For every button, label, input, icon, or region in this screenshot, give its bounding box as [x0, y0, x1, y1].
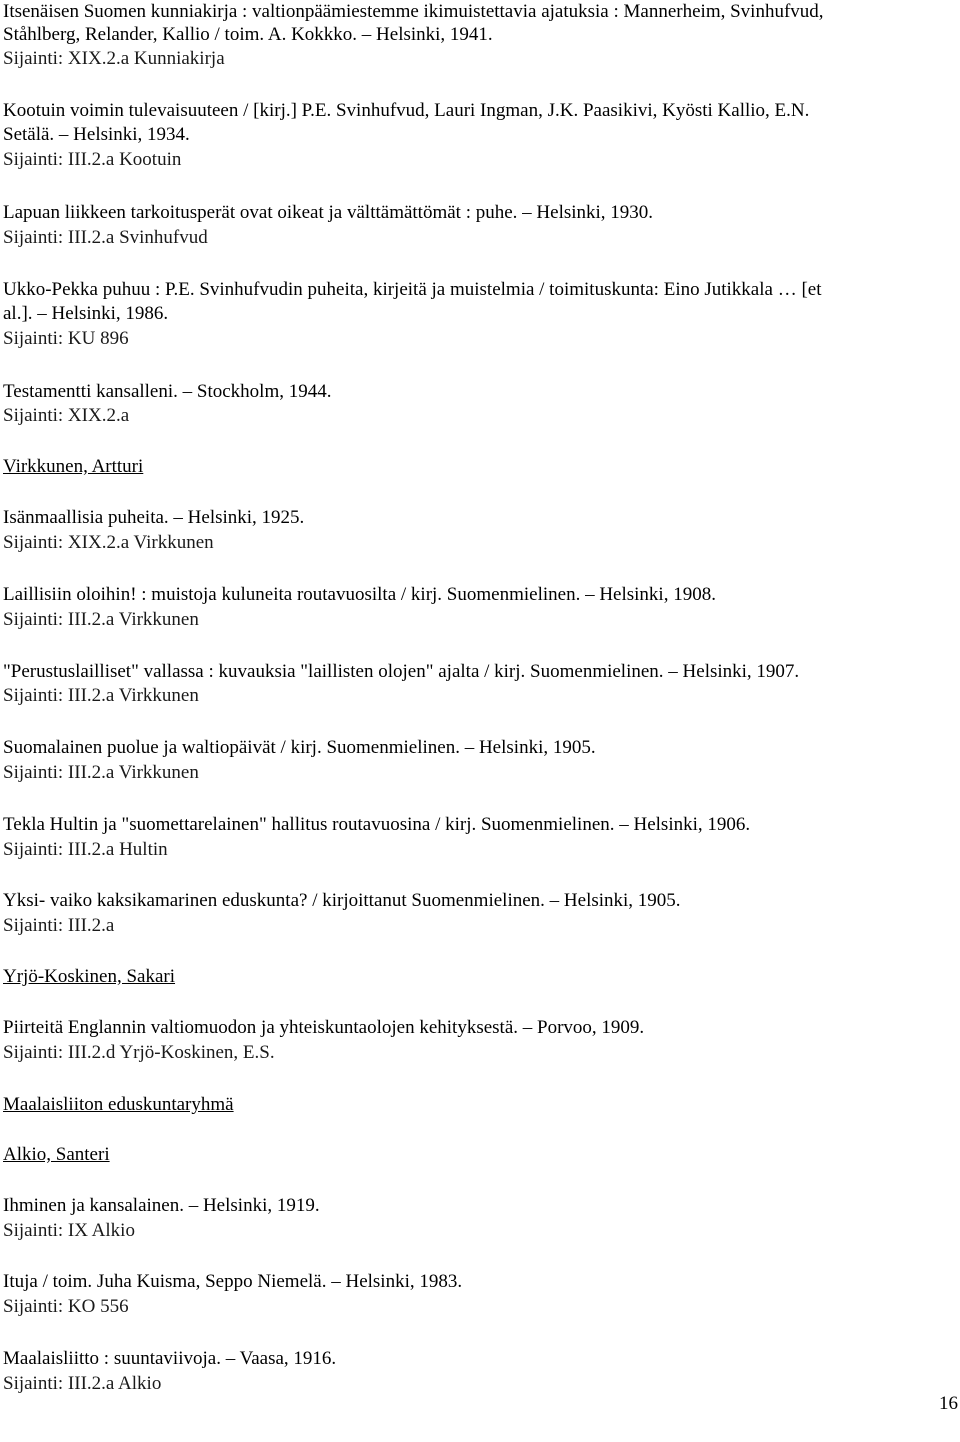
entry-title-line: Ståhlberg, Relander, Kallio / toim. A. Kokkko. – Helsinki, 1941.: [3, 24, 493, 45]
author-heading-link[interactable]: Virkkunen, Artturi: [3, 456, 144, 477]
entry-title-line: al.]. – Helsinki, 1986.: [3, 303, 169, 324]
author-heading-link[interactable]: Maalaisliiton eduskuntaryhmä: [3, 1094, 234, 1115]
entry-title-line: Setälä. – Helsinki, 1934.: [3, 124, 190, 145]
page-number: 16: [939, 1393, 958, 1414]
entry-title-line: Itsenäisen Suomen kunniakirja : valtionpäämiestemme ikimuistettavia ajatuksia : Mannerheim, Svinhufvud,: [3, 1, 824, 22]
entry-title-line: Isänmaallisia puheita. – Helsinki, 1925.: [3, 507, 305, 528]
entry-location: Sijainti: XIX.2.a Virkkunen: [3, 532, 214, 553]
entry-title-line: Maalaisliitto : suuntaviivoja. – Vaasa, 1916.: [3, 1348, 337, 1369]
entry-title-line: Ituja / toim. Juha Kuisma, Seppo Niemelä. – Helsinki, 1983.: [3, 1271, 463, 1292]
entry-title-line: Ukko-Pekka puhuu : P.E. Svinhufvudin puheita, kirjeitä ja muistelmia / toimituskunta: Eino Jutikkala … [et: [3, 279, 822, 300]
entry-location: Sijainti: XIX.2.a Kunniakirja: [3, 48, 225, 69]
entry-location: Sijainti: KU 896: [3, 328, 129, 349]
entry-title-line: Laillisiin oloihin! : muistoja kuluneita routavuosilta / kirj. Suomenmielinen. – Helsinki, 1908.: [3, 584, 716, 605]
entry-title-line: Yksi- vaiko kaksikamarinen eduskunta? / kirjoittanut Suomenmielinen. – Helsinki, 1905.: [3, 890, 681, 911]
entry-title-line: Lapuan liikkeen tarkoitusperät ovat oikeat ja välttämättömät : puhe. – Helsinki, 1930.: [3, 202, 654, 223]
author-heading-link[interactable]: Yrjö-Koskinen, Sakari: [3, 966, 176, 987]
entry-location: Sijainti: III.2.a: [3, 915, 115, 936]
entry-title-line: Tekla Hultin ja "suomettarelainen" hallitus routavuosina / kirj. Suomenmielinen. – Helsinki, 1906.: [3, 814, 751, 835]
entry-title-line: Testamentti kansalleni. – Stockholm, 1944.: [3, 381, 332, 402]
entry-title-line: Suomalainen puolue ja waltiopäivät / kirj. Suomenmielinen. – Helsinki, 1905.: [3, 737, 596, 758]
entry-location: Sijainti: III.2.a Virkkunen: [3, 762, 199, 783]
entry-location: Sijainti: III.2.a Virkkunen: [3, 609, 199, 630]
entry-location: Sijainti: III.2.a Kootuin: [3, 149, 182, 170]
entry-location: Sijainti: III.2.a Alkio: [3, 1373, 162, 1394]
entry-title-line: Kootuin voimin tulevaisuuteen / [kirj.] P.E. Svinhufvud, Lauri Ingman, J.K. Paasikivi, Kyösti Kallio, E.N.: [3, 100, 810, 121]
entry-title-line: "Perustuslailliset" vallassa : kuvauksia "laillisten olojen" ajalta / kirj. Suomenmielinen. – Helsinki, 1907.: [3, 661, 800, 682]
entry-location: Sijainti: III.2.a Virkkunen: [3, 685, 199, 706]
author-heading-link[interactable]: Alkio, Santeri: [3, 1144, 110, 1165]
entry-location: Sijainti: III.2.a Hultin: [3, 839, 168, 860]
entry-location: Sijainti: III.2.d Yrjö-Koskinen, E.S.: [3, 1042, 275, 1063]
entry-title-line: Piirteitä Englannin valtiomuodon ja yhteiskuntaolojen kehityksestä. – Porvoo, 1909.: [3, 1017, 645, 1038]
entry-location: Sijainti: XIX.2.a: [3, 405, 130, 426]
entry-location: Sijainti: IX Alkio: [3, 1220, 135, 1241]
entry-location: Sijainti: III.2.a Svinhufvud: [3, 227, 208, 248]
entry-location: Sijainti: KO 556: [3, 1296, 129, 1317]
entry-title-line: Ihminen ja kansalainen. – Helsinki, 1919.: [3, 1195, 320, 1216]
